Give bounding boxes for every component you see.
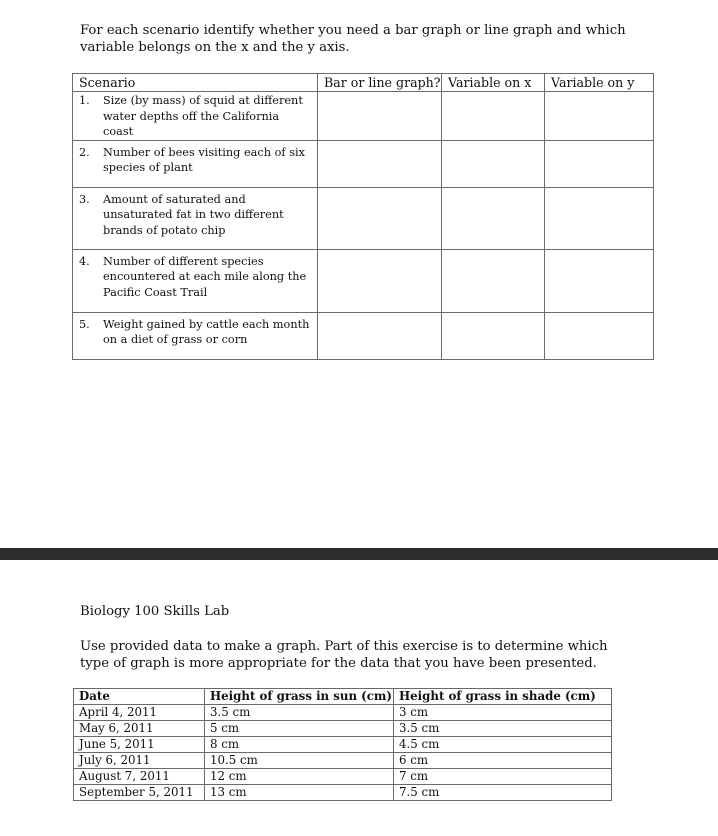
scenario-row [73,312,654,359]
scenario-text: Number of bees visiting each of six species of plant [103,145,305,174]
scenario-number: 2. [79,145,90,159]
scenario-number: 3. [79,192,90,206]
header-shade-height: Height of grass in shade (cm) [394,689,612,705]
table-row [74,769,612,785]
scenario-row [73,140,654,187]
sun-height-cell: 12 cm [205,769,394,785]
scenario-number: 5. [79,317,90,331]
variable-y-answer-cell[interactable] [545,249,654,312]
page-divider [0,548,718,560]
sun-height-cell: 8 cm [205,737,394,753]
scenario-text: Weight gained by cattle each month on a diet of grass or corn [103,317,310,346]
scenario-cell [73,140,318,187]
graph-type-answer-cell[interactable] [318,92,442,141]
variable-y-answer-cell[interactable] [545,187,654,249]
scenario-cell [73,187,318,249]
variable-y-answer-cell[interactable] [545,140,654,187]
header-date: Date [74,689,205,705]
shade-height-cell: 7 cm [394,769,612,785]
shade-height-cell: 7.5 cm [394,785,612,801]
sun-height-cell: 13 cm [205,785,394,801]
scenario-number: 1. [79,94,90,107]
variable-y-answer-cell[interactable] [545,92,654,141]
sun-height-cell: 5 cm [205,721,394,737]
shade-height-cell: 6 cm [394,753,612,769]
shade-height-cell: 4.5 cm [394,737,612,753]
table-row [74,705,612,721]
scenario-row [73,249,654,312]
header-scenario: Scenario [73,74,318,92]
scenario-cell [73,249,318,312]
scenario-table [72,73,654,360]
shade-height-cell: 3 cm [394,705,612,721]
header-sun-height: Height of grass in sun (cm) [205,689,394,705]
lab-title: Biology 100 Skills Lab [80,604,230,619]
header-variable-y: Variable on y [545,74,654,92]
data-header-row [74,689,612,705]
scenario-text: Amount of saturated and unsaturated fat in two different brands of potato chip [103,192,284,237]
sun-height-cell: 10.5 cm [205,753,394,769]
date-cell: May 6, 2011 [74,721,205,737]
shade-height-cell: 3.5 cm [394,721,612,737]
graph-type-answer-cell[interactable] [318,140,442,187]
lab-instructions: Use provided data to make a graph. Part of this exercise is to determine which type of graph is more appropriate for the data that you have been presented. [80,639,608,671]
scenario-cell [73,92,318,141]
variable-y-answer-cell[interactable] [545,312,654,359]
scenario-row [73,92,654,141]
date-cell: April 4, 2011 [74,705,205,721]
table-row [74,753,612,769]
date-cell: September 5, 2011 [74,785,205,801]
variable-x-answer-cell[interactable] [442,140,545,187]
scenario-text: Number of different species encountered at each mile along the Pacific Coast Trail [103,254,307,299]
scenario-row [73,187,654,249]
scenario-text: Size (by mass) of squid at different water depths off the California coast [103,94,303,138]
date-cell: June 5, 2011 [74,737,205,753]
table-row [74,737,612,753]
graph-type-answer-cell[interactable] [318,249,442,312]
intro-text: For each scenario identify whether you need a bar graph or line graph and which variable belongs on the x and the y axis. [80,23,626,55]
scenario-number: 4. [79,254,90,268]
header-variable-x: Variable on x [442,74,545,92]
variable-x-answer-cell[interactable] [442,187,545,249]
variable-x-answer-cell[interactable] [442,92,545,141]
graph-type-answer-cell[interactable] [318,312,442,359]
sun-height-cell: 3.5 cm [205,705,394,721]
variable-x-answer-cell[interactable] [442,312,545,359]
graph-type-answer-cell[interactable] [318,187,442,249]
table-row [74,721,612,737]
scenario-cell [73,312,318,359]
header-graph-type: Bar or line graph? [318,74,442,92]
date-cell: August 7, 2011 [74,769,205,785]
table-row [74,785,612,801]
scenario-header-row [73,74,654,92]
variable-x-answer-cell[interactable] [442,249,545,312]
date-cell: July 6, 2011 [74,753,205,769]
grass-data-table [73,688,612,801]
